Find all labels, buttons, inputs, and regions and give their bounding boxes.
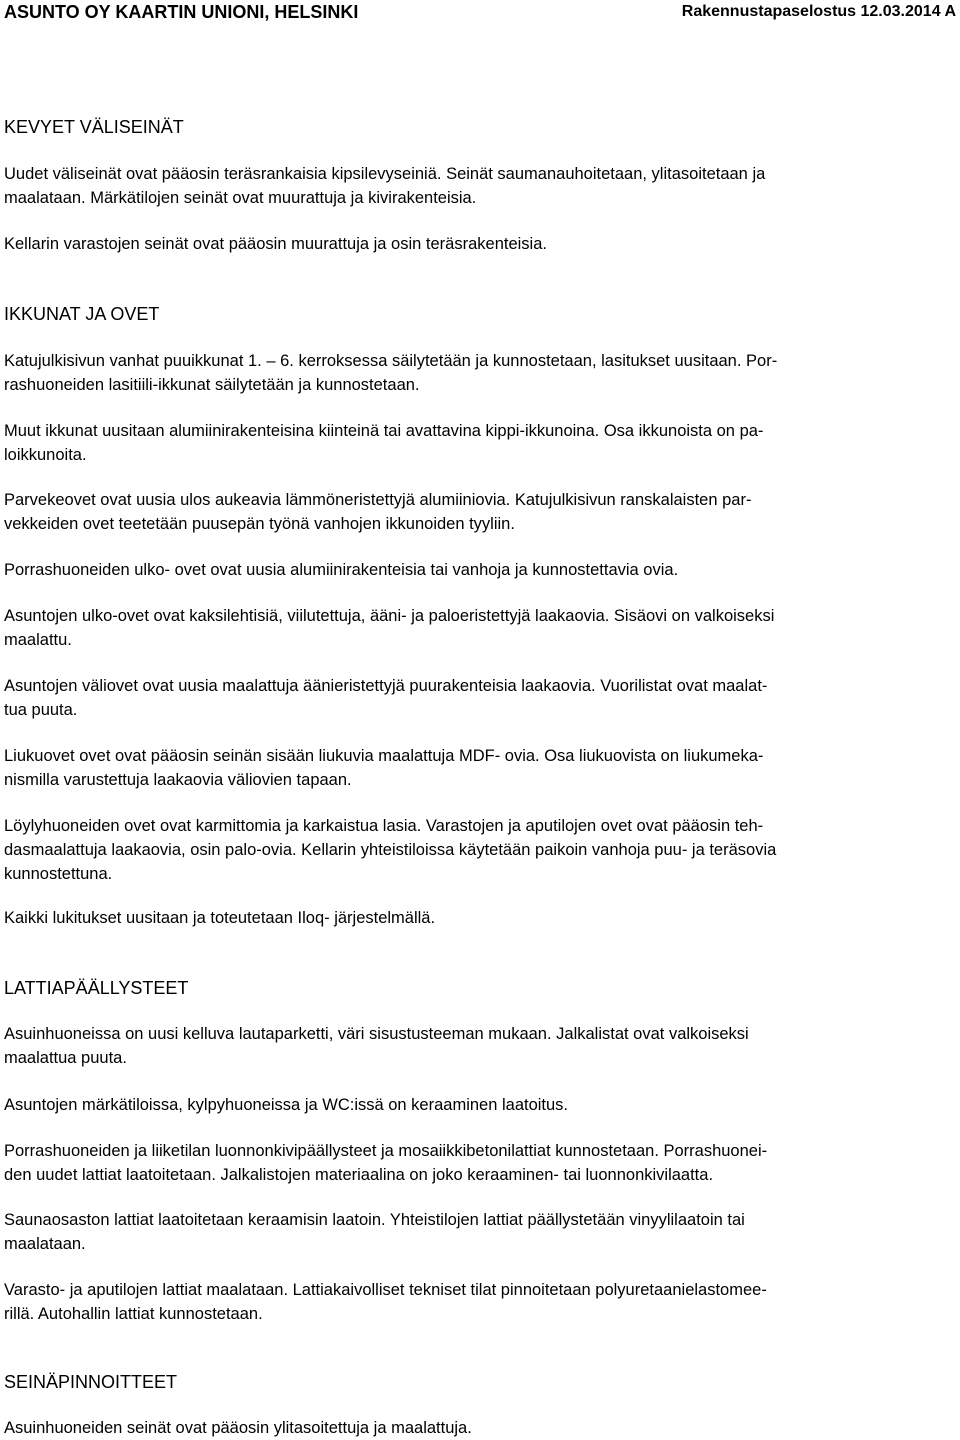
paragraph: Parvekeovet ovat uusia ulos aukeavia lämmöneristettyjä alumiiniovia. Katujulkisivun ranskalaisten par- vekkeiden ovet teetetään puusepän työnä vanhojen ikkunoiden tyyliin.	[4, 491, 752, 533]
paragraph: Saunaosaston lattiat laatoitetaan keraamisin laatoin. Yhteistilojen lattiat päällystetään vinyylilaatoin tai maalataan.	[4, 1211, 745, 1253]
paragraph: Porrashuoneiden ja liiketilan luonnonkivipäällysteet ja mosaiikkibetonilattiat kunnostetaan. Porrashuonei- den uudet lattiat laatoitetaan. Jalkalistojen materiaalina on joko keraaminen- tai luonnonkivilaatta.	[4, 1142, 768, 1184]
header-document-title: Rakennustapaselostus 12.03.2014 A	[681, 3, 956, 20]
paragraph: Asuinhuoneiden seinät ovat pääosin ylitasoitettuja ja maalattuja.	[4, 1419, 472, 1437]
paragraph: Muut ikkunat uusitaan alumiinirakenteisina kiinteinä tai avattavina kippi-ikkunoina. Osa ikkunoista on pa- loikkunoita.	[4, 422, 764, 464]
section-heading-ikkunat: IKKUNAT JA OVET	[4, 304, 160, 324]
paragraph: Kaikki lukitukset uusitaan ja toteutetaan Iloq- järjestelmällä.	[4, 909, 436, 927]
paragraph: Kellarin varastojen seinät ovat pääosin muurattuja ja osin teräsrakenteisia.	[4, 235, 547, 253]
paragraph: Asuntojen ulko-ovet ovat kaksilehtisiä, viilutettuja, ääni- ja paloeristettyjä laakaovia. Sisäovi on valkoiseksi maalattu.	[4, 607, 775, 649]
paragraph: Uudet väliseinät ovat pääosin teräsrankaisia kipsilevyseiniä. Seinät saumanauhoitetaan, ylitasoitetaan ja maalataan. Märkätilojen seinät ovat muurattuja ja kivirakenteisia.	[4, 165, 766, 207]
paragraph: Asuntojen märkätiloissa, kylpyhuoneissa ja WC:issä on keraaminen laatoitus.	[4, 1096, 569, 1114]
section-heading-seina: SEINÄPINNOITTEET	[4, 1372, 178, 1392]
paragraph: Liukuovet ovet ovat pääosin seinän sisään liukuvia maalattuja MDF- ovia. Osa liukuovista on liukumeka- nismilla varustettuja laakaovia väliovien tapaan.	[4, 747, 764, 789]
paragraph: Katujulkisivun vanhat puuikkunat 1. – 6. kerroksessa säilytetään ja kunnostetaan, lasitukset uusitaan. Por- rashuoneiden lasitiili-ikkunat säilytetään ja kunnostetaan.	[4, 352, 778, 394]
paragraph: Porrashuoneiden ulko- ovet ovat uusia alumiinirakenteisia tai vanhoja ja kunnostettavia ovia.	[4, 561, 679, 579]
paragraph: Löylyhuoneiden ovet ovat karmittomia ja karkaistua lasia. Varastojen ja aputilojen ovet ovat pääosin teh- dasmaalattuja laakaovia, osin palo-ovia. Kellarin yhteistiloissa käytetään paikoin vanhoja puu- ja teräsovia kunnostettuna.	[4, 817, 777, 883]
header-project-name: ASUNTO OY KAARTIN UNIONI, HELSINKI	[4, 2, 359, 22]
section-heading-kevyet: KEVYET VÄLISEINÄT	[4, 117, 184, 137]
paragraph: Varasto- ja aputilojen lattiat maalataan. Lattiakaivolliset tekniset tilat pinnoitetaan polyuretaanielastomee- rillä. Autohallin lattiat kunnostetaan.	[4, 1281, 767, 1323]
section-heading-lattia: LATTIAPÄÄLLYSTEET	[4, 978, 189, 998]
page-header	[4, 2, 956, 26]
paragraph: Asuntojen väliovet ovat uusia maalattuja äänieristettyjä puurakenteisia laakaovia. Vuorilistat ovat maalat- tua puuta.	[4, 677, 768, 719]
paragraph: Asuinhuoneissa on uusi kelluva lautaparketti, väri sisustusteeman mukaan. Jalkalistat ovat valkoiseksi maalattua puuta.	[4, 1025, 749, 1067]
